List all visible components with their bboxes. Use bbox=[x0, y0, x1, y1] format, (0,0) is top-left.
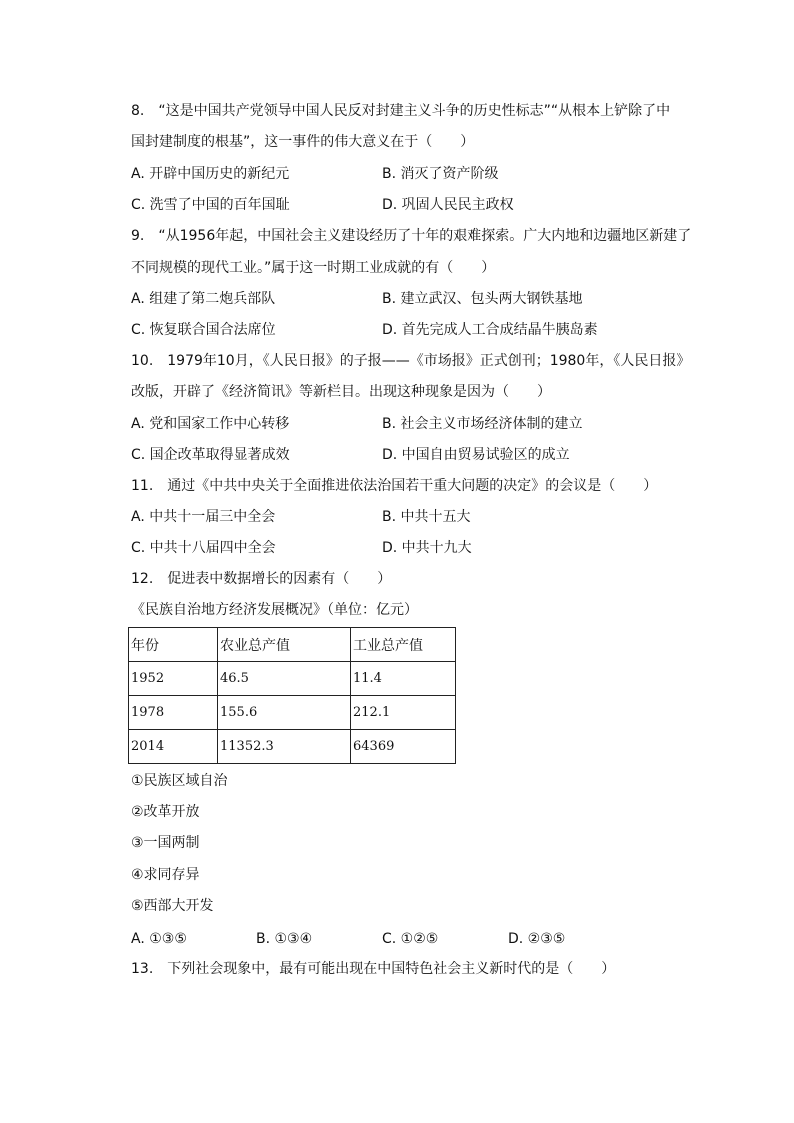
table-cell: 2014 bbox=[129, 730, 218, 764]
table-cell: 1952 bbox=[129, 662, 218, 696]
q12-answer-b: B. ①③④ bbox=[256, 931, 313, 947]
q9-stem-line2: 不同规模的现代工业。”属于这一时期工业成就的有（ ） bbox=[131, 260, 496, 276]
table-cell: 155.6 bbox=[218, 696, 351, 730]
table-row bbox=[129, 696, 456, 730]
q9-option-d: D. 首先完成人工合成结晶牛胰岛素 bbox=[382, 322, 598, 338]
q11-stem-line1: 11. 通过《中共中央关于全面推进依法治国若干重大问题的决定》的会议是（ ） bbox=[131, 478, 658, 494]
economic-data-table bbox=[128, 627, 456, 764]
q11-option-b: B. 中共十五大 bbox=[382, 509, 471, 525]
table-cell: 212.1 bbox=[351, 696, 456, 730]
table-cell: 46.5 bbox=[218, 662, 351, 696]
q9-option-a: A. 组建了第二炮兵部队 bbox=[131, 291, 276, 307]
q12-item-4: ④求同存异 bbox=[131, 867, 200, 883]
table-header-row bbox=[129, 628, 456, 662]
q10-option-a: A. 党和国家工作中心转移 bbox=[131, 416, 290, 432]
q8-option-c: C. 洗雪了中国的百年国耻 bbox=[131, 197, 290, 213]
table-row bbox=[129, 662, 456, 696]
q8-option-a: A. 开辟中国历史的新纪元 bbox=[131, 166, 290, 182]
q12-item-1: ①民族区域自治 bbox=[131, 773, 228, 789]
q12-item-5: ⑤西部大开发 bbox=[131, 898, 214, 914]
q8-option-d: D. 巩固人民民主政权 bbox=[382, 197, 514, 213]
table-row bbox=[129, 730, 456, 764]
q12-answer-a: A. ①③⑤ bbox=[131, 931, 187, 947]
table-cell: 11.4 bbox=[351, 662, 456, 696]
table-cell: 11352.3 bbox=[218, 730, 351, 764]
q11-option-c: C. 中共十八届四中全会 bbox=[131, 540, 276, 556]
q8-option-b: B. 消灭了资产阶级 bbox=[382, 166, 499, 182]
q8-stem-line2: 国封建制度的根基”，这一事件的伟大意义在于（ ） bbox=[131, 134, 475, 150]
q12-item-3: ③一国两制 bbox=[131, 835, 200, 851]
table-title: 《民族自治地方经济发展概况》（单位：亿元） bbox=[131, 602, 418, 618]
q11-option-d: D. 中共十九大 bbox=[382, 540, 472, 556]
q8-stem-line1: 8. “这是中国共产党领导中国人民反对封建主义斗争的历史性标志”“从根本上铲除了中 bbox=[131, 103, 671, 119]
q12-stem-line1: 12. 促进表中数据增长的因素有（ ） bbox=[131, 571, 392, 587]
q10-stem-line1: 10. 1979年10月，《人民日报》的子报——《市场报》正式创刊；1980年，《人民日报》 bbox=[131, 353, 691, 369]
q9-option-b: B. 建立武汉、包头两大钢铁基地 bbox=[382, 291, 583, 307]
table-header-cell: 工业总产值 bbox=[351, 628, 456, 662]
q12-item-2: ②改革开放 bbox=[131, 804, 200, 820]
table-header-cell: 年份 bbox=[129, 628, 218, 662]
q10-option-c: C. 国企改革取得显著成效 bbox=[131, 447, 290, 463]
q9-option-c: C. 恢复联合国合法席位 bbox=[131, 322, 276, 338]
q12-answer-d: D. ②③⑤ bbox=[508, 931, 566, 947]
q13-stem-line1: 13. 下列社会现象中，最有可能出现在中国特色社会主义新时代的是（ ） bbox=[131, 961, 616, 977]
table-header-cell: 农业总产值 bbox=[218, 628, 351, 662]
q11-option-a: A. 中共十一届三中全会 bbox=[131, 509, 276, 525]
q12-answer-c: C. ①②⑤ bbox=[382, 931, 439, 947]
q9-stem-line1: 9. “从1956年起，中国社会主义建设经历了十年的艰难探索。广大内地和边疆地区新建了 bbox=[131, 228, 692, 244]
q10-option-b: B. 社会主义市场经济体制的建立 bbox=[382, 416, 583, 432]
table-cell: 1978 bbox=[129, 696, 218, 730]
table-cell: 64369 bbox=[351, 730, 456, 764]
q10-option-d: D. 中国自由贸易试验区的成立 bbox=[382, 447, 570, 463]
q10-stem-line2: 改版，开辟了《经济简讯》等新栏目。出现这种现象是因为（ ） bbox=[131, 384, 551, 400]
